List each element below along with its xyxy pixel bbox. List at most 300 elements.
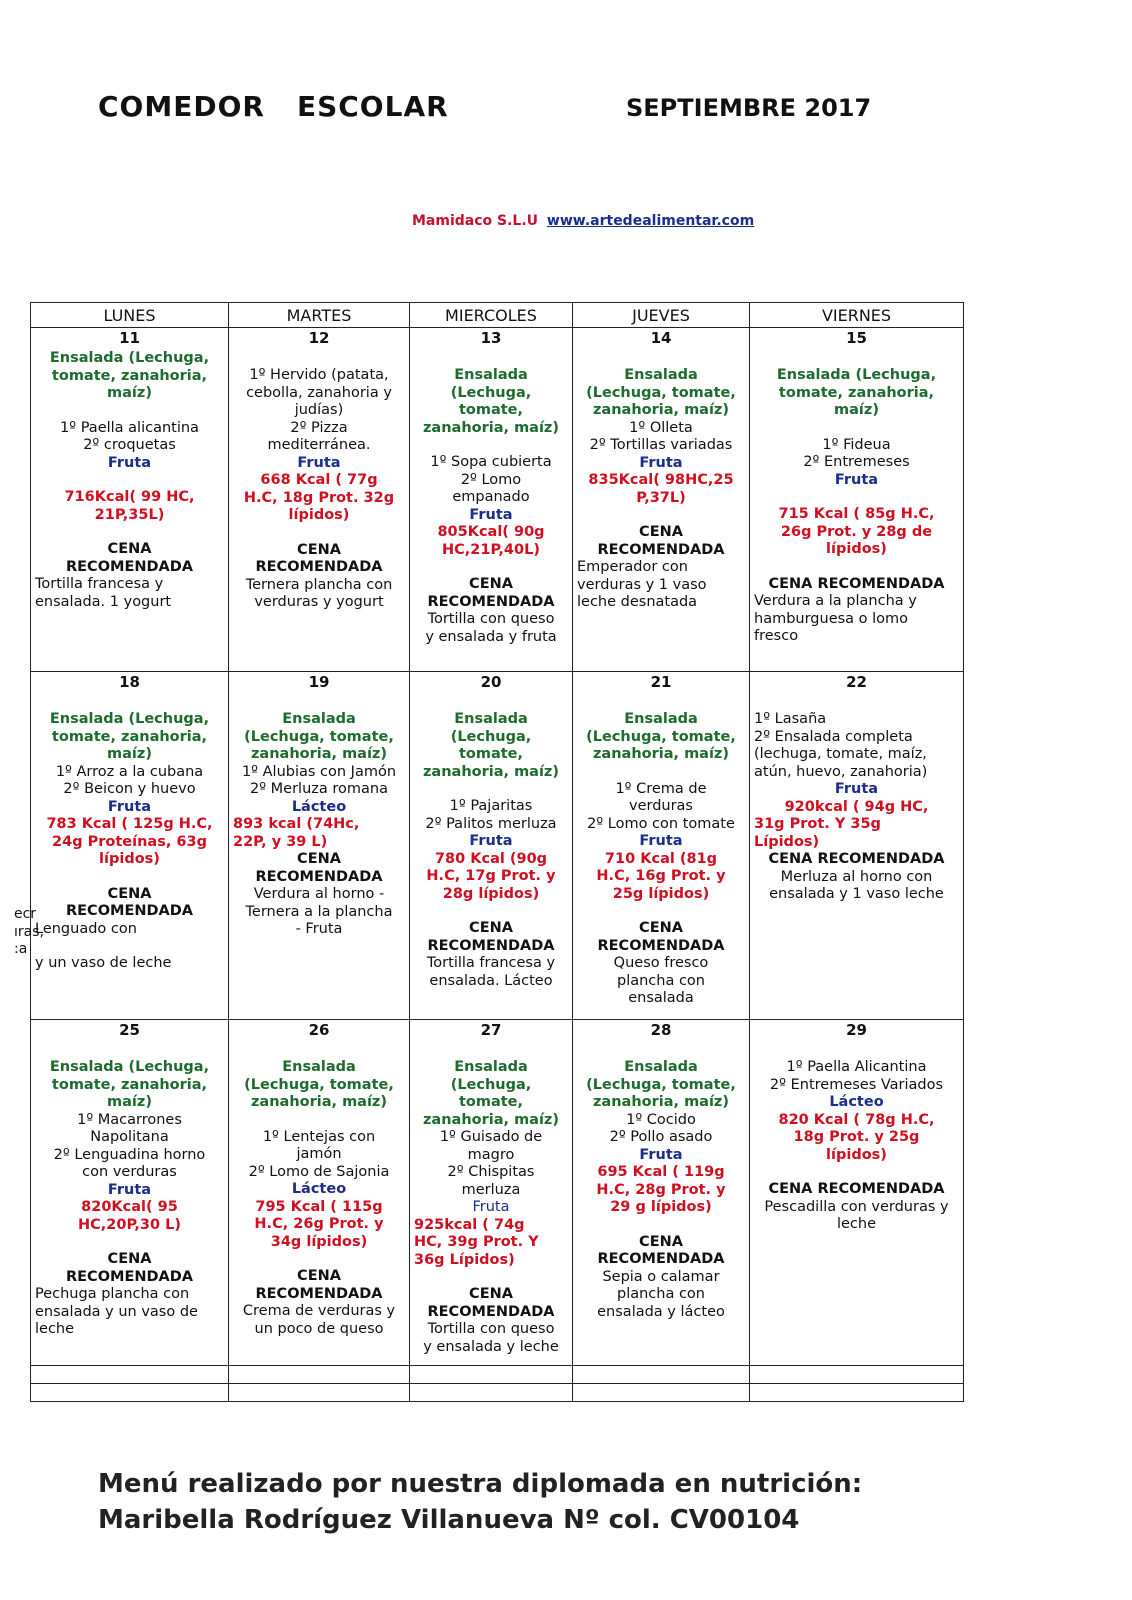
menu-line: (Lechuga, xyxy=(450,728,532,745)
menu-line: tomate, zanahoria, xyxy=(51,728,208,745)
day-number: 14 xyxy=(650,329,672,347)
menu-line: CENA xyxy=(297,541,341,558)
menu-line: 780 Kcal (90g xyxy=(434,850,548,867)
menu-line: 2º Beicon y huevo xyxy=(63,781,196,797)
cutoff-line: ecr xyxy=(14,906,37,922)
day-number: 18 xyxy=(119,673,140,691)
menu-line: CENA RECOMENDADA xyxy=(768,851,945,867)
day-number: 19 xyxy=(308,673,330,691)
menu-line: maíz) xyxy=(834,402,879,418)
day-menu xyxy=(229,350,409,612)
menu-line: 925kcal ( 74g xyxy=(414,1216,525,1233)
day-menu xyxy=(750,1042,963,1234)
menu-line: Emperador con xyxy=(577,559,688,575)
menu-line: empanado xyxy=(452,489,530,505)
line-spacer xyxy=(35,869,224,886)
day-cell xyxy=(573,672,750,1020)
menu-line: Lácteo xyxy=(291,1181,347,1197)
menu-line: Fruta xyxy=(107,1181,152,1198)
menu-line: Ensalada xyxy=(282,1059,356,1075)
menu-line: Tortilla con queso xyxy=(427,611,555,627)
day-menu xyxy=(410,350,572,646)
menu-line: H.C, 28g Prot. y xyxy=(596,1181,726,1198)
menu-line: plancha con xyxy=(617,1286,705,1302)
menu-line: 22P, y 39 L) xyxy=(233,833,328,850)
menu-line: zanahoria, maíz) xyxy=(592,746,729,762)
empty-row xyxy=(31,1384,964,1402)
menu-line: 2º Lomo con tomate xyxy=(587,815,735,832)
menu-line: verduras y yogurt xyxy=(254,594,384,610)
menu-line: Verdura al horno - xyxy=(253,886,385,902)
line-spacer xyxy=(35,403,224,420)
day-cell xyxy=(229,328,410,672)
menu-line: 24g Proteínas, 63g xyxy=(52,833,207,850)
menu-line: H.C, 26g Prot. y xyxy=(254,1216,384,1232)
menu-line: Lípidos) xyxy=(754,833,820,850)
menu-line: tomate, zanahoria, xyxy=(51,1076,208,1093)
menu-line: hamburguesa o lomo xyxy=(754,610,909,627)
menu-line: Verdura a la plancha y xyxy=(754,593,917,609)
line-spacer xyxy=(754,694,959,711)
day-menu xyxy=(750,350,963,646)
menu-line: CENA RECOMENDADA xyxy=(768,575,945,592)
menu-line: Pescadilla con verduras y xyxy=(764,1198,949,1215)
menu-line: ensalada y un vaso de xyxy=(35,1303,198,1320)
day-cell xyxy=(31,1020,229,1366)
menu-line: Fruta xyxy=(639,454,683,471)
day-number: 28 xyxy=(650,1021,672,1039)
menu-line: 2º Entremeses xyxy=(803,454,910,470)
menu-line: 920kcal ( 94g HC, xyxy=(784,798,929,815)
footer-line-2: Maribella Rodríguez Villanueva Nº col. CV00104 xyxy=(98,1505,800,1535)
menu-line: Fruta xyxy=(834,781,879,797)
nutritionist-credit xyxy=(98,1466,862,1538)
title-part-1: COMEDOR xyxy=(98,90,265,123)
menu-line: 2º Lomo xyxy=(460,471,522,488)
menu-line: 795 Kcal ( 115g xyxy=(255,1198,383,1215)
menu-line: Ternera a la plancha xyxy=(245,903,393,920)
menu-line: 1º Pajaritas xyxy=(449,798,533,814)
menu-line: Ensalada xyxy=(282,711,356,727)
day-number: 11 xyxy=(119,329,140,347)
menu-line: CENA xyxy=(107,885,152,902)
menu-line: 1º Cocido xyxy=(626,1111,696,1128)
menu-line: H.C, 17g Prot. y xyxy=(426,868,556,884)
menu-line: Ensalada xyxy=(624,367,698,383)
line-spacer xyxy=(233,1251,405,1268)
line-spacer xyxy=(35,524,224,541)
menu-line: maíz) xyxy=(107,1094,152,1110)
day-menu xyxy=(573,1042,749,1321)
menu-line: HC, 39g Prot. Y xyxy=(414,1234,539,1250)
menu-line: 820 Kcal ( 78g H.C, xyxy=(778,1111,935,1128)
weekday-header: VIERNES xyxy=(750,303,964,328)
menu-line: Ensalada xyxy=(624,1059,698,1075)
day-number: 22 xyxy=(846,673,867,691)
menu-line: RECOMENDADA xyxy=(65,1268,194,1285)
day-cell xyxy=(750,1020,964,1366)
menu-line: P,37L) xyxy=(636,489,686,506)
menu-line: 2º croquetas xyxy=(83,437,176,453)
menu-line: 21P,35L) xyxy=(94,506,165,523)
line-spacer xyxy=(233,1112,405,1129)
menu-line: 2º Pollo asado xyxy=(609,1129,713,1145)
day-menu xyxy=(229,694,409,939)
menu-line: leche desnatada xyxy=(577,594,698,610)
menu-line: Fruta xyxy=(107,798,152,815)
menu-line: (lechuga, tomate, maíz, xyxy=(754,746,927,762)
footer-line-1: Menú realizado por nuestra diplomada en nutrición: xyxy=(98,1469,863,1499)
menu-line: Fruta xyxy=(639,1146,683,1163)
line-spacer xyxy=(414,1042,568,1059)
menu-line: HC,20P,30 L) xyxy=(77,1216,182,1233)
line-spacer xyxy=(754,420,959,437)
menu-line: 1º Lentejas con xyxy=(262,1128,376,1145)
menu-line: Queso fresco xyxy=(613,955,709,971)
menu-line: 34g lípidos) xyxy=(270,1233,368,1250)
line-spacer xyxy=(577,1042,745,1059)
menu-line: 1º Sopa cubierta xyxy=(430,454,552,470)
menu-line: (Lechuga, tomate, xyxy=(586,728,736,745)
menu-line: lípidos) xyxy=(826,1146,887,1163)
day-cell xyxy=(573,328,750,672)
menu-line: verduras xyxy=(628,798,693,814)
line-spacer xyxy=(35,694,224,711)
menu-line: Ensalada xyxy=(454,1059,528,1075)
menu-line: RECOMENDADA xyxy=(427,593,555,610)
empty-row xyxy=(31,1366,964,1384)
menu-line: 2º Ensalada completa xyxy=(754,728,913,745)
menu-line: HC,21P,40L) xyxy=(442,541,540,558)
menu-line: 1º Fideua xyxy=(822,436,891,453)
menu-line: CENA xyxy=(469,1286,513,1302)
menu-line: RECOMENDADA xyxy=(597,937,725,954)
menu-line: RECOMENDADA xyxy=(65,903,194,919)
day-number: 29 xyxy=(846,1021,867,1039)
menu-line: CENA xyxy=(297,1268,341,1284)
menu-line: Ensalada xyxy=(454,367,528,383)
week-row xyxy=(31,328,964,672)
menu-line: Ensalada (Lechuga, xyxy=(49,711,210,727)
weekday-header-row xyxy=(31,303,964,328)
menu-line: maíz) xyxy=(107,746,152,762)
line-spacer xyxy=(233,350,405,367)
line-spacer xyxy=(414,694,568,711)
day-number: 27 xyxy=(480,1021,502,1039)
day-number: 20 xyxy=(480,673,502,691)
line-spacer xyxy=(754,489,959,506)
menu-line: Fruta xyxy=(639,833,683,849)
menu-line: tomate, xyxy=(458,746,524,762)
menu-line: 668 Kcal ( 77g xyxy=(260,472,378,488)
menu-line: 2º Chispitas xyxy=(447,1164,535,1180)
menu-line: tomate, xyxy=(458,402,524,418)
week-row xyxy=(31,1020,964,1366)
menu-line: leche xyxy=(35,1321,75,1337)
day-cell xyxy=(229,672,410,1020)
menu-line: 716Kcal( 99 HC, xyxy=(64,489,195,505)
menu-line: fresco xyxy=(754,628,799,644)
line-spacer xyxy=(35,1042,224,1059)
menu-line: CENA RECOMENDADA xyxy=(768,1181,945,1197)
menu-line: 783 Kcal ( 125g H.C, xyxy=(46,816,213,832)
line-spacer xyxy=(754,1042,959,1059)
day-number: 15 xyxy=(846,329,867,347)
menu-line: Sepia o calamar xyxy=(602,1268,720,1285)
menu-line: 36g Lípidos) xyxy=(414,1251,515,1268)
day-menu xyxy=(410,1042,572,1356)
day-menu xyxy=(573,694,749,1008)
line-spacer xyxy=(577,764,745,781)
line-spacer xyxy=(35,1234,224,1251)
line-spacer xyxy=(414,437,568,454)
day-cell xyxy=(410,672,573,1020)
menu-line: verduras y 1 vaso xyxy=(577,576,707,593)
line-spacer xyxy=(577,507,745,524)
menu-line: 893 kcal (74Hc, xyxy=(233,816,360,832)
menu-line: Lácteo xyxy=(291,798,347,815)
menu-line: magro xyxy=(467,1146,515,1163)
menu-line: 2º Entremeses Variados xyxy=(769,1076,944,1093)
menu-line: 2º Merluza romana xyxy=(250,781,388,797)
menu-line: con verduras xyxy=(82,1164,177,1180)
day-number: 25 xyxy=(119,1021,140,1039)
menu-line: 31g Prot. Y 35g xyxy=(754,816,881,832)
menu-line: 2º Lenguadina horno xyxy=(53,1146,206,1163)
menu-line: Fruta xyxy=(469,833,513,849)
menu-line: tomate, zanahoria, xyxy=(778,384,935,401)
line-spacer xyxy=(754,1164,959,1181)
line-spacer xyxy=(35,472,224,489)
menu-line: Fruta xyxy=(834,471,879,488)
menu-calendar xyxy=(30,302,964,1402)
day-number: 21 xyxy=(650,673,672,691)
menu-line: ensalada y lácteo xyxy=(597,1303,725,1320)
day-menu xyxy=(573,350,749,612)
menu-line: zanahoria, maíz) xyxy=(592,1094,729,1110)
menu-line: jamón xyxy=(296,1146,342,1162)
menu-line: 29 g lípidos) xyxy=(610,1199,712,1215)
line-spacer xyxy=(577,694,745,711)
menu-line: 1º Lasaña xyxy=(754,711,827,727)
day-cell xyxy=(410,328,573,672)
menu-line: RECOMENDADA xyxy=(65,558,194,575)
menu-line: - Fruta xyxy=(295,921,343,937)
menu-line: zanahoria, maíz) xyxy=(422,1111,559,1128)
menu-line: zanahoria, maíz) xyxy=(422,763,559,780)
menu-line: 710 Kcal (81g xyxy=(604,850,718,867)
day-cell xyxy=(31,328,229,672)
line-spacer xyxy=(233,525,405,542)
menu-line: Fruta xyxy=(469,506,513,523)
menu-line: ensalada. Lácteo xyxy=(429,972,553,989)
menu-line: 820Kcal( 95 xyxy=(81,1199,178,1215)
menu-line: RECOMENDADA xyxy=(255,559,383,575)
day-number: 12 xyxy=(308,329,330,347)
day-number: 26 xyxy=(308,1021,330,1039)
menu-line: Pechuga plancha con xyxy=(35,1286,190,1302)
line-spacer xyxy=(577,1217,745,1234)
day-menu xyxy=(31,694,228,973)
menu-line: RECOMENDADA xyxy=(427,1303,555,1320)
title-part-2: ESCOLAR xyxy=(296,90,449,123)
menu-line: 1º Arroz a la cubana xyxy=(55,763,204,780)
menu-line: H.C, 16g Prot. y xyxy=(596,868,726,884)
menu-line: 1º Paella alicantina xyxy=(60,419,199,436)
cutoff-line: :a xyxy=(14,941,28,957)
menu-line: CENA xyxy=(297,851,341,867)
line-spacer xyxy=(414,1269,568,1286)
menu-line: leche xyxy=(836,1216,877,1232)
menu-line: RECOMENDADA xyxy=(597,541,725,558)
menu-line: zanahoria, maíz) xyxy=(592,402,729,418)
menu-line: Tortilla francesa y xyxy=(35,576,164,592)
menu-line: H.C, 18g Prot. 32g xyxy=(243,489,395,506)
day-menu xyxy=(410,694,572,990)
menu-line: (Lechuga, tomate, xyxy=(244,1076,394,1093)
menu-line: 1º Crema de xyxy=(615,780,707,797)
menu-line: Ensalada xyxy=(624,711,698,727)
menu-line: tomate, xyxy=(458,1094,524,1110)
menu-line: Tortilla francesa y xyxy=(426,955,556,971)
menu-line: 2º Pizza xyxy=(290,419,348,436)
menu-line: 1º Guisado de xyxy=(439,1129,543,1145)
weekday-header: JUEVES xyxy=(573,303,750,328)
day-menu xyxy=(31,1042,228,1339)
menu-line: mediterránea. xyxy=(267,437,371,453)
website-link[interactable]: www.artedealimentar.com xyxy=(546,213,755,229)
week-row xyxy=(31,672,964,1020)
line-spacer xyxy=(414,559,568,576)
page-title xyxy=(98,90,449,123)
menu-line: y ensalada y leche xyxy=(423,1338,559,1355)
line-spacer xyxy=(414,350,568,367)
menu-line: (Lechuga, tomate, xyxy=(586,384,736,401)
menu-line: RECOMENDADA xyxy=(255,868,383,885)
menu-line: atún, huevo, zanahoria) xyxy=(754,763,928,780)
menu-line: Ensalada (Lechuga, xyxy=(49,350,210,366)
line-spacer xyxy=(233,1042,405,1059)
menu-line: ensalada y 1 vaso leche xyxy=(769,886,944,902)
menu-line: Fruta xyxy=(297,454,341,471)
menu-line: CENA xyxy=(469,920,513,936)
menu-line: Lácteo xyxy=(829,1094,884,1110)
weekday-header: MARTES xyxy=(229,303,410,328)
line-spacer xyxy=(233,694,405,711)
day-number: 13 xyxy=(480,329,502,347)
menu-line: 1º Paella Alicantina xyxy=(786,1059,927,1075)
menu-line: RECOMENDADA xyxy=(597,1251,725,1267)
day-cell xyxy=(750,672,964,1020)
day-cell xyxy=(573,1020,750,1366)
menu-line: 26g Prot. y 28g de xyxy=(780,523,933,540)
menu-line: un poco de queso xyxy=(254,1320,384,1337)
day-cell xyxy=(229,1020,410,1366)
menu-line: Tortilla con queso xyxy=(427,1321,555,1337)
menu-line: CENA xyxy=(107,1251,152,1267)
cutoff-line: ıras, xyxy=(14,923,44,940)
line-spacer xyxy=(577,903,745,920)
menu-line: CENA xyxy=(639,524,683,540)
line-spacer xyxy=(577,350,745,367)
menu-line: cebolla, zanahoria y xyxy=(246,384,392,401)
menu-line: tomate, zanahoria, xyxy=(51,367,208,384)
menu-line: Fruta xyxy=(472,1199,510,1215)
menu-line: ensalada xyxy=(628,990,694,1006)
menu-line: 2º Lomo de Sajonia xyxy=(248,1163,390,1180)
cutoff-margin-text xyxy=(14,906,44,959)
menu-line: y ensalada y fruta xyxy=(425,628,557,645)
menu-line: plancha con xyxy=(617,972,705,989)
line-spacer xyxy=(414,781,568,798)
menu-line: 28g lípidos) xyxy=(442,885,540,902)
menu-line: Crema de verduras y xyxy=(242,1303,396,1319)
company-line xyxy=(412,213,754,229)
menu-line: Ternera plancha con xyxy=(245,576,393,593)
menu-line: 18g Prot. y 25g xyxy=(793,1129,920,1145)
menu-line: ensalada. 1 yogurt xyxy=(35,593,172,610)
menu-line: 805Kcal( 90g xyxy=(437,524,545,540)
menu-line: 695 Kcal ( 119g xyxy=(597,1164,725,1180)
menu-line: Lenguado con xyxy=(35,920,137,937)
menu-line: zanahoria, maíz) xyxy=(422,419,559,436)
menu-line: zanahoria, maíz) xyxy=(250,746,387,762)
menu-line: 1º Olleta xyxy=(629,419,693,436)
menu-line: 2º Palitos merluza xyxy=(425,815,557,832)
menu-line: Napolitana xyxy=(90,1129,169,1145)
weekday-header: MIERCOLES xyxy=(410,303,573,328)
menu-line: Merluza al horno con xyxy=(780,868,933,885)
line-spacer xyxy=(754,350,959,367)
menu-line: 1º Macarrones xyxy=(77,1111,182,1128)
menu-line: Ensalada (Lechuga, xyxy=(776,367,937,383)
weekday-header: LUNES xyxy=(31,303,229,328)
line-spacer xyxy=(414,903,568,920)
menu-line: 25g lípidos) xyxy=(612,885,710,902)
menu-line: Ensalada (Lechuga, xyxy=(49,1059,210,1075)
day-menu xyxy=(31,350,228,611)
menu-line: lípidos) xyxy=(288,507,350,523)
menu-line: CENA xyxy=(107,541,152,557)
day-cell xyxy=(750,328,964,672)
day-menu xyxy=(229,1042,409,1338)
menu-line: Fruta xyxy=(107,454,152,471)
company-name: Mamidaco S.L.U xyxy=(412,213,539,229)
menu-line: 2º Tortillas variadas xyxy=(589,437,733,453)
menu-line: zanahoria, maíz) xyxy=(250,1094,387,1110)
menu-line: 1º Alubias con Jamón xyxy=(241,763,397,780)
line-spacer xyxy=(35,938,224,955)
menu-line: judías) xyxy=(294,402,344,418)
menu-line: lípidos) xyxy=(826,541,887,557)
menu-line: lípidos) xyxy=(99,851,160,867)
day-cell xyxy=(410,1020,573,1366)
day-menu xyxy=(750,694,963,904)
menu-line: 835Kcal( 98HC,25 xyxy=(588,472,734,488)
menu-line: (Lechuga, tomate, xyxy=(244,728,394,745)
menu-line: (Lechuga, xyxy=(450,384,532,401)
menu-line: y un vaso de leche xyxy=(35,955,172,971)
menu-line: (Lechuga, tomate, xyxy=(586,1076,736,1093)
menu-line: 1º Hervido (patata, xyxy=(249,367,389,383)
menu-line: RECOMENDADA xyxy=(255,1285,383,1302)
menu-line: CENA xyxy=(639,1233,683,1250)
month-label: SEPTIEMBRE 2017 xyxy=(626,94,872,122)
menu-line: RECOMENDADA xyxy=(427,937,555,954)
menu-line: (Lechuga, xyxy=(450,1076,532,1093)
menu-line: Ensalada xyxy=(454,711,528,727)
day-cell xyxy=(31,672,229,1020)
